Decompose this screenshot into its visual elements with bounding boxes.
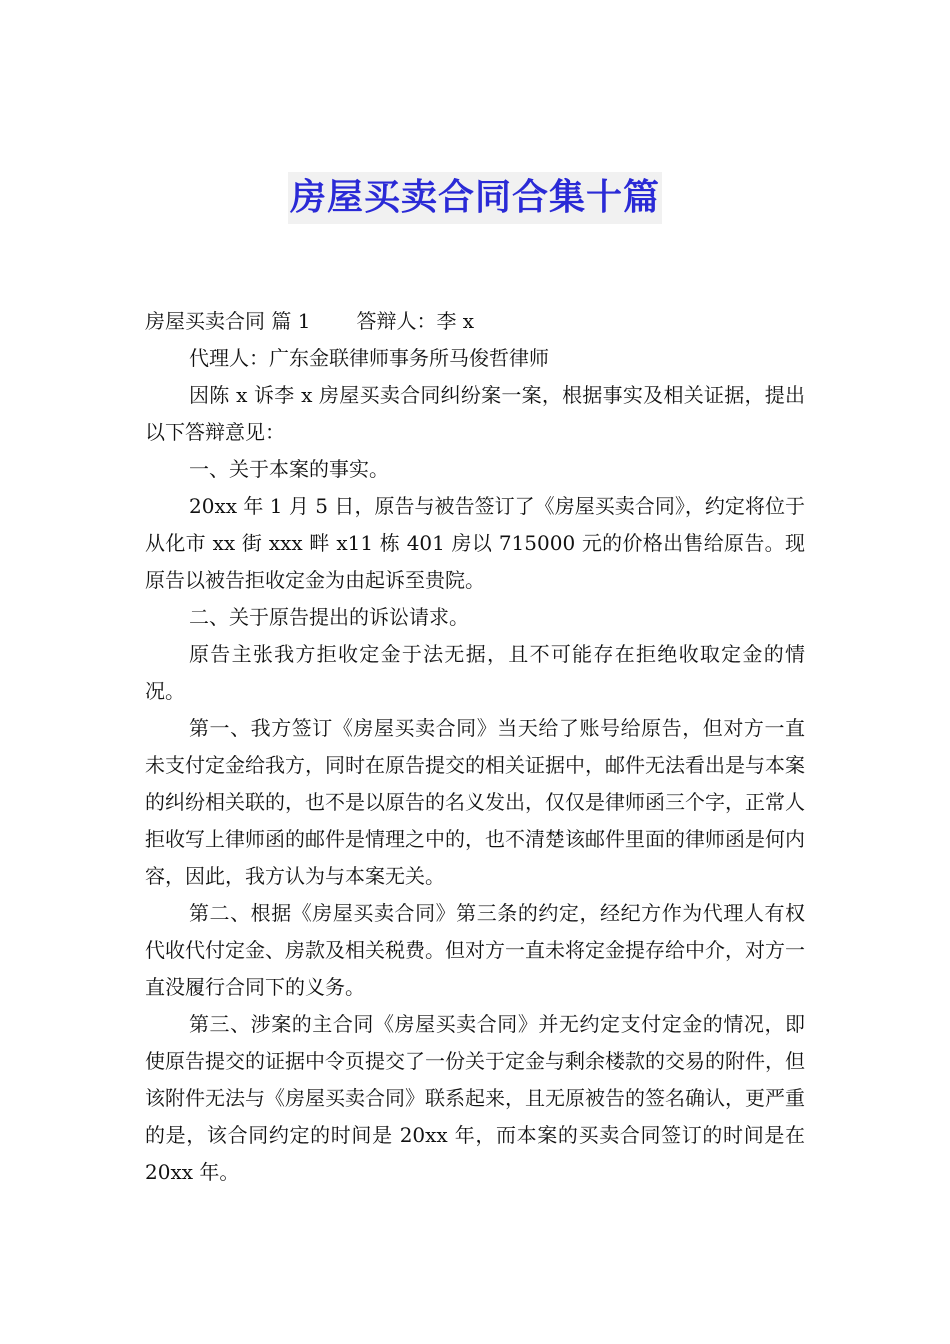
paragraph-agent: 代理人：广东金联律师事务所马俊哲律师 bbox=[189, 346, 549, 370]
paragraph-claims: 原告主张我方拒收定金于法无据，且不可能存在拒绝收取定金的情况。 bbox=[145, 642, 805, 703]
heading-claims: 二、关于原告提出的诉讼请求。 bbox=[189, 605, 469, 629]
title-container bbox=[0, 172, 950, 224]
respondent-label: 答辩人：李 x bbox=[356, 309, 475, 333]
paragraph-intro: 因陈 x 诉李 x 房屋买卖合同纠纷案一案，根据事实及相关证据，提出以下答辩意见： bbox=[145, 383, 805, 444]
paragraph-facts: 20xx 年 1 月 5 日，原告与被告签订了《房屋买卖合同》，约定将位于从化市 xx 街 xxx 畔 x11 栋 401 房以 715000 元的价格出售给原告。现原告以被告拒收定金为由起诉至贵院。 bbox=[145, 494, 805, 592]
heading-facts: 一、关于本案的事实。 bbox=[189, 457, 389, 481]
header-line bbox=[145, 303, 805, 340]
document-title: 房屋买卖合同合集十篇 bbox=[288, 172, 662, 224]
paragraph-point-two: 第二、根据《房屋买卖合同》第三条的约定，经纪方作为代理人有权代收代付定金、房款及相关税费。但对方一直未将定金提存给中介，对方一直没履行合同下的义务。 bbox=[145, 901, 805, 999]
section-label: 房屋买卖合同 篇 1 bbox=[145, 309, 311, 333]
document-body bbox=[145, 303, 805, 1191]
paragraph-point-one: 第一、我方签订《房屋买卖合同》当天给了账号给原告，但对方一直未支付定金给我方，同时在原告提交的相关证据中，邮件无法看出是与本案的纠纷相关联的，也不是以原告的名义发出，仅仅是律师函三个字，正常人拒收写上律师函的邮件是情理之中的，也不清楚该邮件里面的律师函是何内容，因此，我方认为与本案无关。 bbox=[145, 716, 805, 888]
paragraph-point-three: 第三、涉案的主合同《房屋买卖合同》并无约定支付定金的情况，即使原告提交的证据中令页提交了一份关于定金与剩余楼款的交易的附件，但该附件无法与《房屋买卖合同》联系起来，且无原被告的签名确认，更严重的是，该合同约定的时间是 20xx 年，而本案的买卖合同签订的时间是在 20xx 年。 bbox=[145, 1012, 805, 1184]
